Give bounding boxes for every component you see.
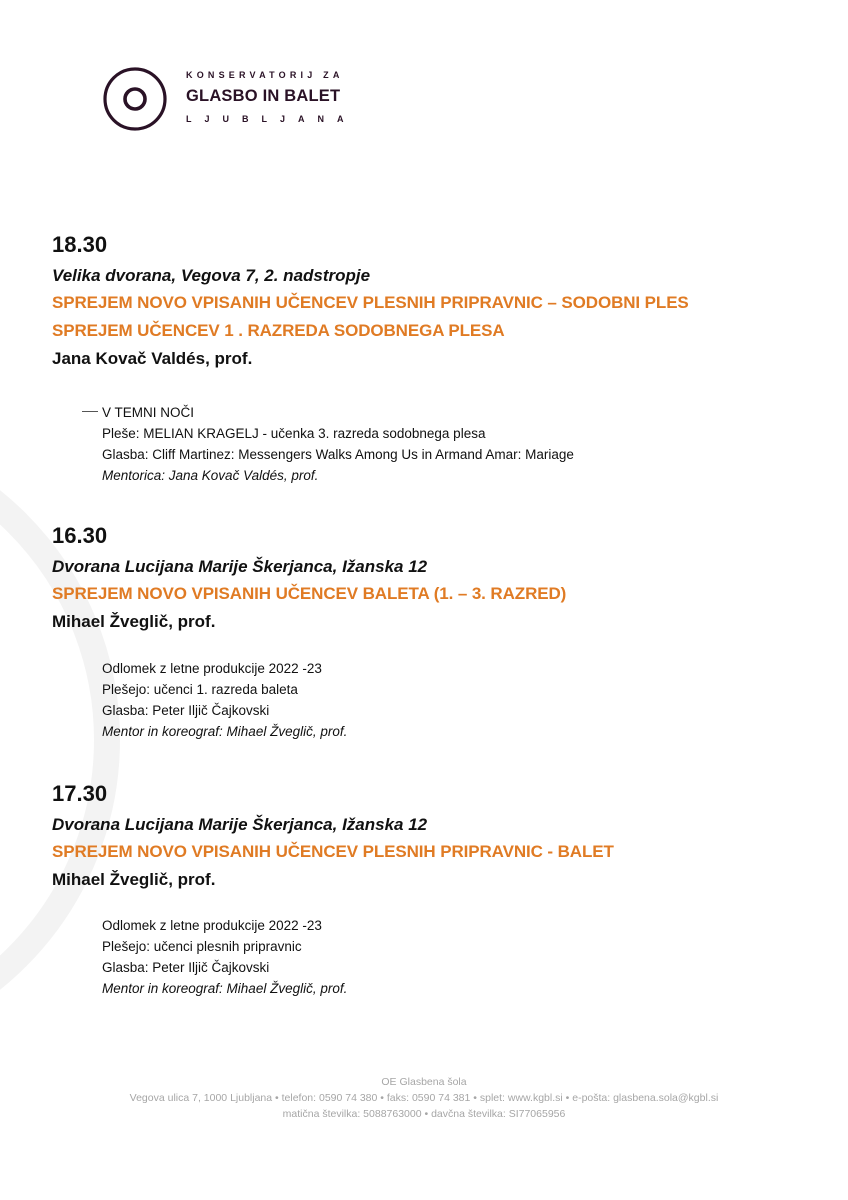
page-footer [0,1074,848,1122]
event-details [102,915,347,999]
detail-mentor: Mentor in koreograf: Mihael Žveglič, prof. [102,724,348,739]
detail-line: Glasba: Peter Iljič Čajkovski [102,703,270,718]
logo-line-1: KONSERVATORIJ ZA [186,70,344,80]
event-block [52,232,812,373]
event-venue: Velika dvorana, Vegova 7, 2. nadstropje [52,266,371,285]
event-title: SPREJEM NOVO VPISANIH UČENCEV PLESNIH PRIPRAVNIC – SODOBNI PLES [52,293,689,312]
detail-line: Pleše: MELIAN KRAGELJ - učenka 3. razreda sodobnega plesa [102,426,486,441]
event-venue: Dvorana Lucijana Marije Škerjanca, Ižanska 12 [52,815,428,834]
detail-line: Plešejo: učenci plesnih pripravnic [102,939,302,954]
footer-ids: matična številka: 5088763000 • davčna številka: SI77065956 [282,1108,566,1120]
event-details [102,658,347,742]
event-block [52,781,812,894]
event-time: 17.30 [52,781,108,806]
detail-line: V TEMNI NOČI [102,405,195,420]
detail-line: Glasba: Cliff Martinez: Messengers Walks Among Us in Armand Amar: Mariage [102,447,574,462]
event-title: SPREJEM NOVO VPISANIH UČENCEV BALETA (1. – 3. RAZRED) [52,584,567,603]
event-teacher: Mihael Žveglič, prof. [52,870,216,889]
detail-mentor: Mentor in koreograf: Mihael Žveglič, prof. [102,981,348,996]
event-venue: Dvorana Lucijana Marije Škerjanca, Ižanska 12 [52,557,428,576]
detail-line: Odlomek z letne produkcije 2022 -23 [102,661,322,676]
event-block [52,523,812,636]
event-teacher: Jana Kovač Valdés, prof. [52,349,253,368]
header-logo [102,66,357,132]
detail-mentor: Mentorica: Jana Kovač Valdés, prof. [102,468,319,483]
concentric-circles-logo-icon [102,66,168,132]
logo-line-3: LJUBLJANA [186,114,357,124]
event-time: 18.30 [52,232,108,257]
detail-line: Odlomek z letne produkcije 2022 -23 [102,918,322,933]
dash-marker [82,411,98,412]
event-details [102,402,574,486]
detail-line: Glasba: Peter Iljič Čajkovski [102,960,270,975]
detail-line: Plešejo: učenci 1. razreda baleta [102,682,298,697]
event-teacher: Mihael Žveglič, prof. [52,612,216,631]
event-time: 16.30 [52,523,108,548]
logo-line-2: GLASBO IN BALET [186,87,341,105]
footer-contact: Vegova ulica 7, 1000 Ljubljana • telefon: 0590 74 380 • faks: 0590 74 381 • splet: www.kgbl.si • e-pošta: glasbena.sola@kgbl.si [129,1092,719,1104]
event-title: SPREJEM NOVO VPISANIH UČENCEV PLESNIH PRIPRAVNIC - BALET [52,842,614,861]
event-title: SPREJEM UČENCEV 1 . RAZREDA SODOBNEGA PLESA [52,321,505,340]
footer-unit: OE Glasbena šola [381,1076,467,1088]
